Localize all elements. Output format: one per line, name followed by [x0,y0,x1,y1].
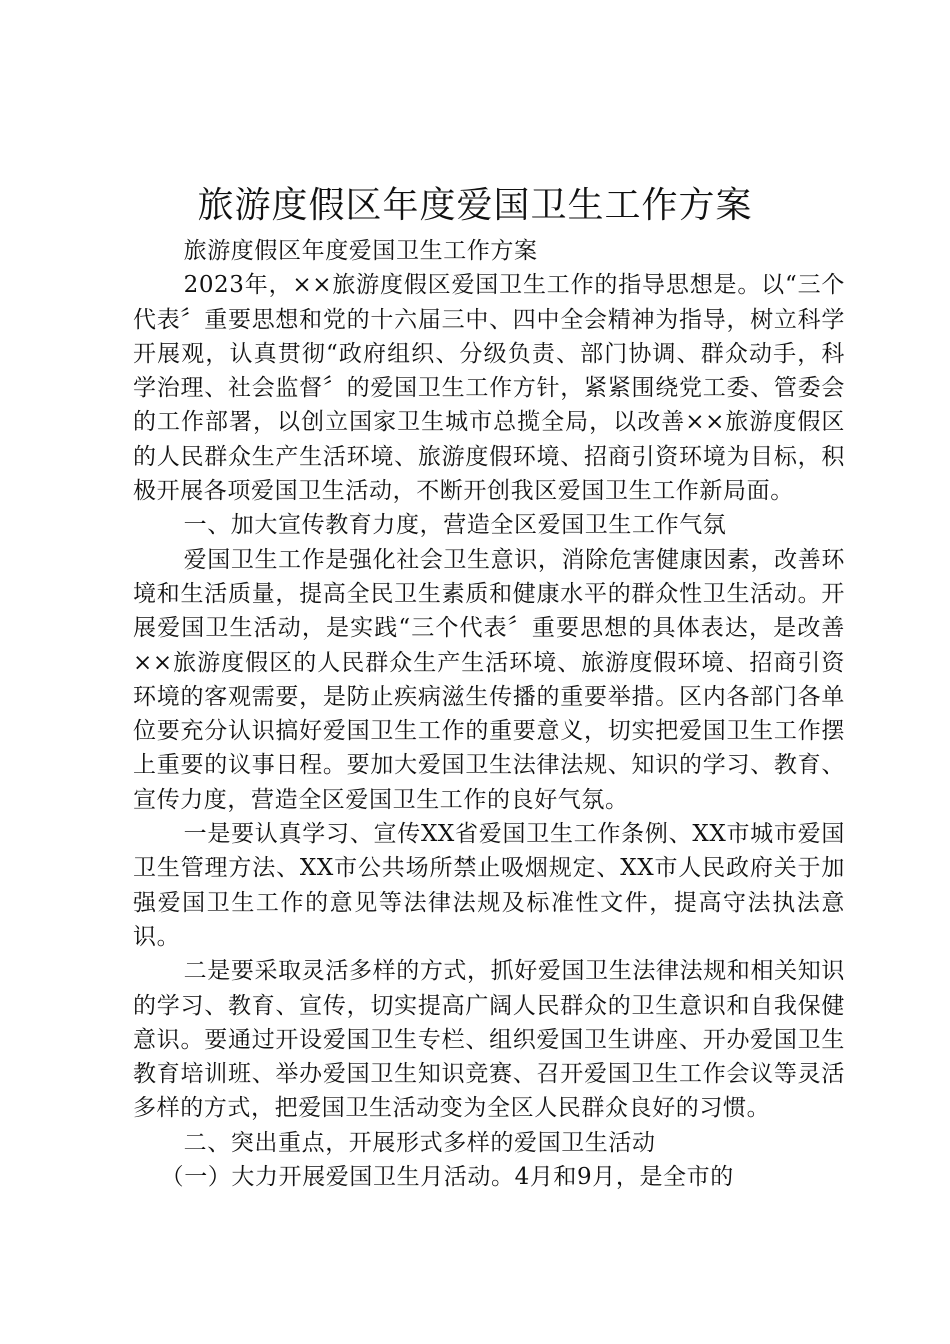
section-heading-1: 一、加大宣传教育力度，营造全区爱国卫生工作气氛 [183,512,727,539]
document-body [133,234,845,1194]
section-2-item-1-paragraph: （一）大力开展爱国卫生月活动。4月和9月，是全市的 [160,1164,734,1191]
guiding-ideology-paragraph: 2023年，××旅游度假区爱国卫生工作的指导思想是。以“三个代表〞重要思想和党的十六届三中、四中全会精神为指导，树立科学开展观，认真贯彻“政府组织、分级负责、部门协调、群众动手，科学治理、社会监督〞的爱国卫生工作方针，紧紧围绕党工委、管委会的工作部署，以创立国家卫生城市总揽全局，以改善××旅游度假区的人民群众生产生活环境、旅游度假环境、招商引资环境为目标，积极开展各项爱国卫生活动，不断开创我区爱国卫生工作新局面。 [133,272,845,505]
section-heading-2: 二、突出重点，开展形式多样的爱国卫生活动 [183,1129,656,1156]
section-1-point-2-paragraph: 二是要采取灵活多样的方式，抓好爱国卫生法律法规和相关知识的学习、教育、宣传，切实提高广阔人民群众的卫生意识和自我保健意识。要通过开设爱国卫生专栏、组织爱国卫生讲座、开办爱国卫生教育培训班、举办爱国卫生知识竞赛、召开爱国卫生工作会议等灵活多样的方式，把爱国卫生活动变为全区人民群众良好的习惯。 [133,958,845,1122]
section-1-intro-paragraph: 爱国卫生工作是强化社会卫生意识，消除危害健康因素，改善环境和生活质量，提高全民卫生素质和健康水平的群众性卫生活动。开展爱国卫生活动，是实践“三个代表〞重要思想的具体表达，是改善××旅游度假区的人民群众生产生活环境、旅游度假环境、招商引资环境的客观需要，是防止疾病滋生传播的重要举措。区内各部门各单位要充分认识搞好爱国卫生工作的重要意义，切实把爱国卫生工作摆上重要的议事日程。要加大爱国卫生法律法规、知识的学习、教育、宣传力度，营造全区爱国卫生工作的良好气氛。 [133,546,845,813]
section-1-point-1-paragraph: 一是要认真学习、宣传XX省爱国卫生工作条例、XX市城市爱国卫生管理方法、XX市公共场所禁止吸烟规定、XX市人民政府关于加强爱国卫生工作的意见等法律法规及标准性文件，提高守法执法意识。 [133,821,845,950]
subtitle-paragraph: 旅游度假区年度爱国卫生工作方案 [183,238,538,264]
document-title: 旅游度假区年度爱国卫生工作方案 [197,185,753,226]
